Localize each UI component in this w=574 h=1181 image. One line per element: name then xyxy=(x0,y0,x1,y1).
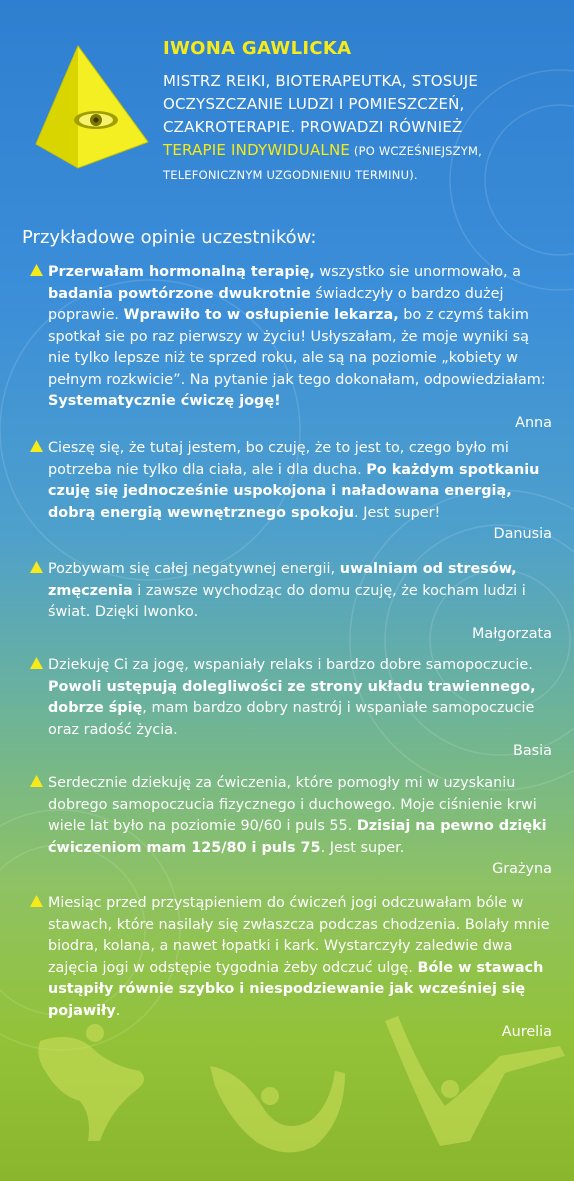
opinion-text xyxy=(0,655,574,741)
author-name: IWONA GAWLICKA xyxy=(163,38,352,59)
header xyxy=(0,0,574,210)
opinion-text xyxy=(0,893,574,1022)
opinion-text-segment: , mam bardzo dobry nastrój i wspaniałe samopoczucie oraz radość życia. xyxy=(48,700,535,738)
opinion-text-bold: Po każdym spotkaniu czuję się jednocześnie uspokojona i naładowana energią, dobrą energią wewnętrznego spokoju xyxy=(48,461,540,521)
opinion-text-bold: badania powtórzone dwukrotnie xyxy=(48,285,311,302)
opinion-text-segment: i zawsze wychodząc do domu czuję, że kocham ludzi i świat. Dzięki Iwonko. xyxy=(48,582,526,620)
opinion-item xyxy=(0,655,574,763)
desc-line-4-rest: (PO WCZEŚNIEJSZYM, xyxy=(350,144,482,158)
opinion-item xyxy=(0,773,574,881)
triangle-bullet-icon xyxy=(30,775,43,787)
opinion-text xyxy=(0,262,574,413)
desc-line-1: MISTRZ REIKI, BIOTERAPEUTKA, STOSUJE xyxy=(163,72,479,90)
triangle-bullet-icon xyxy=(30,264,43,276)
desc-highlight: TERAPIE INDYWIDUALNE xyxy=(163,141,351,159)
triangle-bullet-icon xyxy=(30,561,43,573)
opinion-text-bold: uwalniam od stresów, zmęczenia xyxy=(48,561,517,599)
opinion-author: Aurelia xyxy=(501,1024,552,1040)
opinion-text-segment: Miesiąc przed przystąpieniem do ćwiczeń jogi odczuwałam bóle w stawach, które nasilały się zwłaszcza podczas chodzenia. Bolały mnie biodra, kolana, a nawet łopatki i kark. Wystarczyły zaledwie dwa zajęcia jogi w odstępie tygodnia żeby odczuć ulgę. xyxy=(48,895,550,976)
desc-line-3: CZAKROTERAPIE. PROWADZI RÓWNIEŻ xyxy=(163,118,463,136)
opinion-author: Małgorzata xyxy=(471,625,552,642)
opinion-text-bold: Wprawiło to w osłupienie lekarza, xyxy=(123,307,399,323)
opinion-text xyxy=(0,438,574,524)
opinion-text-bold: Bóle w stawach ustąpiły równie szybko i niespodziewanie jak wcześniej się pojawiły xyxy=(48,959,544,1019)
opinion-item xyxy=(0,559,574,645)
pyramid-eye-icon xyxy=(28,44,154,172)
opinion-text-segment: świadczyły o bardzo dużej poprawie. xyxy=(48,285,504,323)
opinion-text-bold: Dzisiaj na pewno dzięki ćwiczeniom mam 125/80 i puls 75 xyxy=(48,818,547,856)
opinion-author: Danusia xyxy=(493,526,552,542)
opinion-text-segment: Pozbywam się całej negatywnej energii, xyxy=(48,561,340,577)
opinion-text-segment: bo z czymś takim spotkał sie po raz pierwszy w życiu! Usłyszałam, że moje wyniki są nie tylko lepsze niż te sprzed roku, ale są na poziomie „kobiety w pełnym rozkwicie”. Na pytanie jak tego dokonałam, odpowiedziałam: xyxy=(48,307,546,388)
opinion-text-segment: Serdecznie dziekuję za ćwiczenia, które pomogły mi w uzyskaniu dobrego samopoczucia fizycznego i duchowego. Moje ciśnienie krwi wiele lat było na poziomie 90/60 i puls 55. xyxy=(48,775,537,834)
opinion-author: Basia xyxy=(512,743,552,759)
opinion-text-segment: . Jest super. xyxy=(320,839,405,856)
desc-line-5: TELEFONICZNYM UZGODNIENIU TERMINU). xyxy=(163,168,418,182)
yoga-figures-decoration xyxy=(0,1011,574,1181)
opinion-text-segment: Cieszę się, że tutaj jestem, bo czuję, że to jest to, czego było mi potrzeba nie tylko dla ciała, ale i dla ducha. xyxy=(48,440,509,478)
opinion-text-segment: . xyxy=(115,1002,121,1019)
opinion-text-bold: Powoli ustępują dolegliwości ze strony układu trawiennego, dobrze śpię xyxy=(48,678,536,716)
opinion-item xyxy=(0,262,574,434)
opinion-text-segment: Dziekuję Ci za jogę, wspaniały relaks i bardzo dobre samopoczucie. xyxy=(48,657,533,673)
opinion-text xyxy=(0,559,574,624)
opinion-author: Grażyna xyxy=(492,861,552,877)
opinion-author: Anna xyxy=(515,414,552,431)
opinion-text-bold: Przerwałam hormonalną terapię, xyxy=(48,264,315,280)
opinion-text-segment: . Jest super! xyxy=(354,504,441,521)
desc-line-2: OCZYSZCZANIE LUDZI I POMIESZCZEŃ, xyxy=(163,95,465,113)
triangle-bullet-icon xyxy=(30,657,43,669)
triangle-bullet-icon xyxy=(30,440,43,452)
opinion-text-segment: wszystko sie unormowało, a xyxy=(314,264,521,280)
author-description xyxy=(163,70,563,187)
opinion-text-bold: Systematycznie ćwiczę jogę! xyxy=(48,393,281,409)
opinions-heading: Przykładowe opinie uczestników: xyxy=(22,227,317,248)
opinion-text xyxy=(0,773,574,859)
triangle-bullet-icon xyxy=(30,895,43,907)
opinion-item xyxy=(0,438,574,546)
